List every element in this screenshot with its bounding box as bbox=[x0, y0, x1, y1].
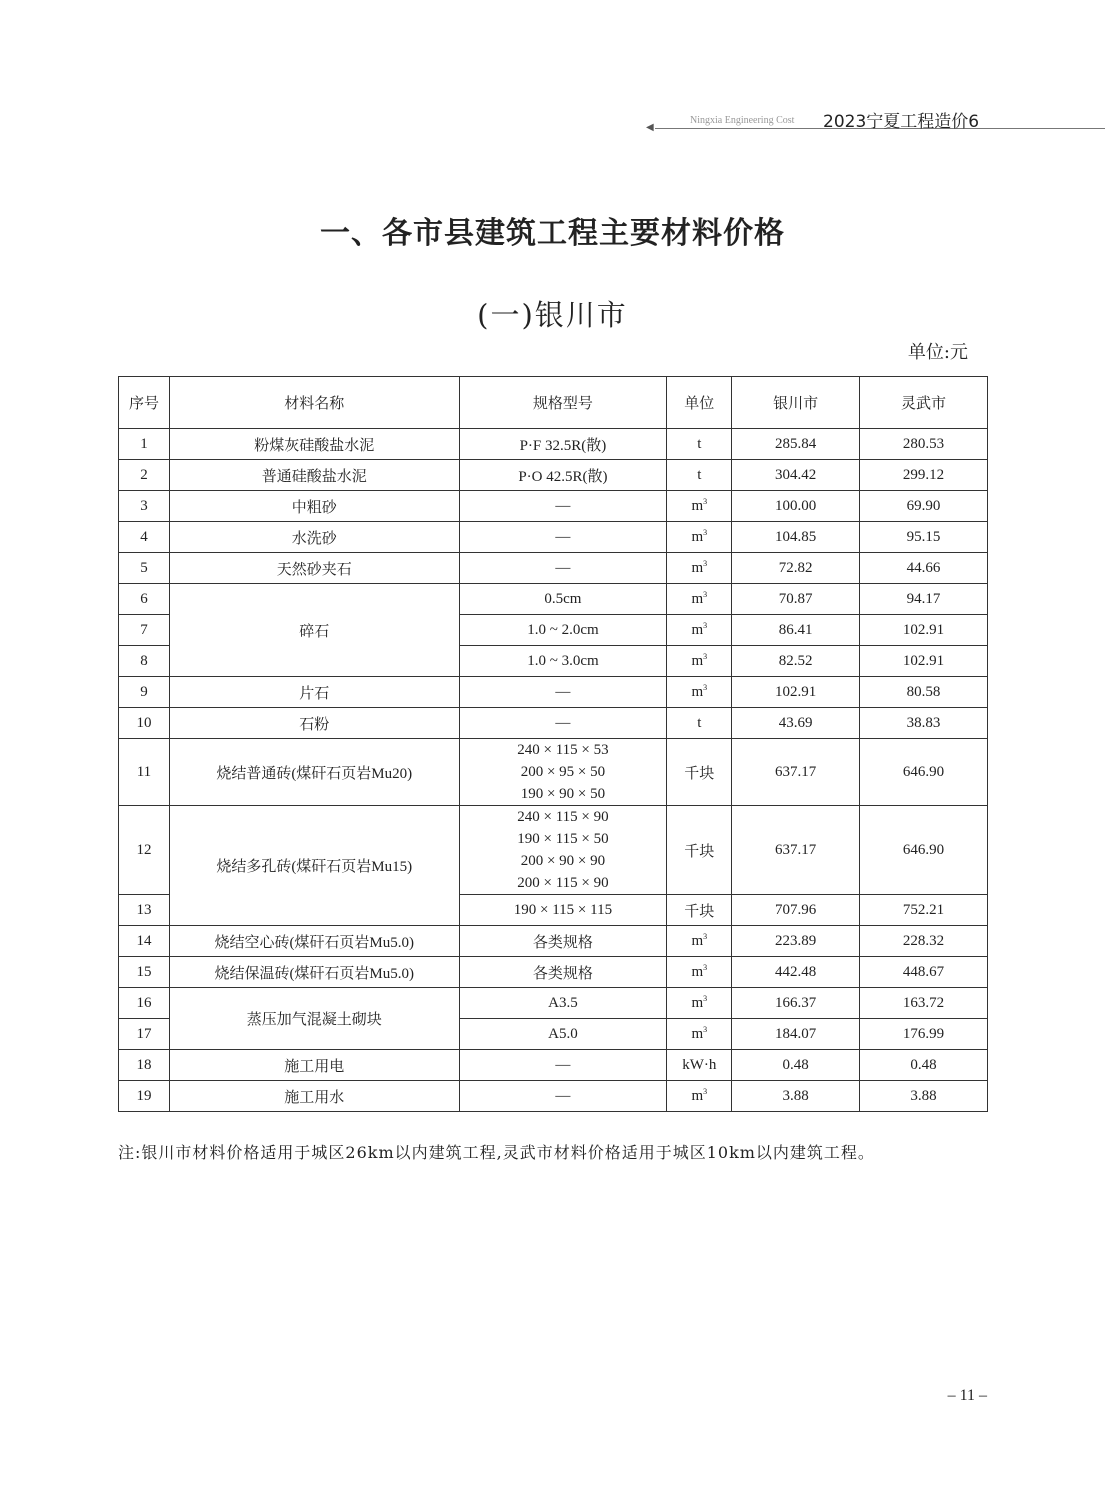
column-header: 材料名称 bbox=[169, 377, 459, 429]
table-row bbox=[119, 677, 988, 708]
spec: — bbox=[459, 553, 667, 584]
price-yinchuan: 72.82 bbox=[732, 553, 860, 584]
row-number: 9 bbox=[119, 677, 170, 708]
spec-line: 190 × 90 × 50 bbox=[520, 786, 606, 802]
spec: — bbox=[459, 491, 667, 522]
price-lingwu: 80.58 bbox=[860, 677, 988, 708]
price-yinchuan: 285.84 bbox=[732, 429, 860, 460]
price-yinchuan: 43.69 bbox=[732, 708, 860, 739]
unit: 千块 bbox=[667, 806, 732, 895]
column-header: 单位 bbox=[667, 377, 732, 429]
spec: 各类规格 bbox=[459, 926, 667, 957]
row-number: 5 bbox=[119, 553, 170, 584]
material-name: 烧结普通砖(煤矸石页岩Mu20) bbox=[169, 739, 459, 806]
spec: 1.0 ~ 2.0cm bbox=[459, 615, 667, 646]
table-row bbox=[119, 553, 988, 584]
price-lingwu: 38.83 bbox=[860, 708, 988, 739]
unit: t bbox=[667, 429, 732, 460]
material-name: 蒸压加气混凝土砌块 bbox=[169, 988, 459, 1050]
unit: $m^3$ bbox=[667, 1081, 732, 1112]
material-name: 施工用电 bbox=[169, 1050, 459, 1081]
price-table bbox=[118, 376, 988, 1112]
row-number: 17 bbox=[119, 1019, 170, 1050]
price-lingwu: 69.90 bbox=[860, 491, 988, 522]
row-number: 4 bbox=[119, 522, 170, 553]
table-note: 注:银川市材料价格适用于城区26km以内建筑工程,灵武市材料价格适用于城区10km以内建筑工程。 bbox=[118, 1143, 875, 1162]
price-lingwu: 94.17 bbox=[860, 584, 988, 615]
spec: 0.5cm bbox=[459, 584, 667, 615]
unit: $m^3$ bbox=[667, 553, 732, 584]
column-header: 规格型号 bbox=[459, 377, 667, 429]
table-row bbox=[119, 957, 988, 988]
price-lingwu: 102.91 bbox=[860, 646, 988, 677]
unit: $m^3$ bbox=[667, 926, 732, 957]
row-number: 18 bbox=[119, 1050, 170, 1081]
material-name: 中粗砂 bbox=[169, 491, 459, 522]
spec: P·F 32.5R(散) bbox=[459, 429, 667, 460]
unit: $m^3$ bbox=[667, 491, 732, 522]
table-header-row bbox=[119, 377, 988, 429]
table-row bbox=[119, 584, 988, 615]
price-lingwu: 646.90 bbox=[860, 739, 988, 806]
price-yinchuan: 100.00 bbox=[732, 491, 860, 522]
price-lingwu: 280.53 bbox=[860, 429, 988, 460]
row-number: 3 bbox=[119, 491, 170, 522]
journal-name-en: Ningxia Engineering Cost bbox=[690, 115, 795, 126]
spec bbox=[459, 739, 667, 806]
unit: t bbox=[667, 460, 732, 491]
price-lingwu: 646.90 bbox=[860, 806, 988, 895]
table-row bbox=[119, 739, 988, 806]
material-name: 烧结保温砖(煤矸石页岩Mu5.0) bbox=[169, 957, 459, 988]
row-number: 16 bbox=[119, 988, 170, 1019]
row-number: 19 bbox=[119, 1081, 170, 1112]
column-header: 序号 bbox=[119, 377, 170, 429]
price-yinchuan: 86.41 bbox=[732, 615, 860, 646]
price-lingwu: 102.91 bbox=[860, 615, 988, 646]
spec: 1.0 ~ 3.0cm bbox=[459, 646, 667, 677]
spec: A5.0 bbox=[459, 1019, 667, 1050]
price-lingwu: 95.15 bbox=[860, 522, 988, 553]
price-yinchuan: 184.07 bbox=[732, 1019, 860, 1050]
spec: — bbox=[459, 1050, 667, 1081]
column-header: 灵武市 bbox=[860, 377, 988, 429]
price-yinchuan: 3.88 bbox=[732, 1081, 860, 1112]
price-yinchuan: 102.91 bbox=[732, 677, 860, 708]
price-lingwu: 752.21 bbox=[860, 895, 988, 926]
row-number: 2 bbox=[119, 460, 170, 491]
unit: $m^3$ bbox=[667, 615, 732, 646]
spec: 各类规格 bbox=[459, 957, 667, 988]
spec: — bbox=[459, 677, 667, 708]
price-lingwu: 44.66 bbox=[860, 553, 988, 584]
unit: $m^3$ bbox=[667, 677, 732, 708]
price-lingwu: 0.48 bbox=[860, 1050, 988, 1081]
unit: $m^3$ bbox=[667, 957, 732, 988]
row-number: 13 bbox=[119, 895, 170, 926]
material-name: 烧结空心砖(煤矸石页岩Mu5.0) bbox=[169, 926, 459, 957]
row-number: 1 bbox=[119, 429, 170, 460]
unit: t bbox=[667, 708, 732, 739]
material-name: 片石 bbox=[169, 677, 459, 708]
row-number: 14 bbox=[119, 926, 170, 957]
price-yinchuan: 637.17 bbox=[732, 806, 860, 895]
spec: — bbox=[459, 522, 667, 553]
journal-issue: 2023宁夏工程造价6 bbox=[823, 112, 980, 132]
price-yinchuan: 223.89 bbox=[732, 926, 860, 957]
section-title: (一)银川市 bbox=[477, 298, 628, 332]
table-row bbox=[119, 429, 988, 460]
spec-line: 240 × 115 × 53 bbox=[517, 742, 609, 758]
spec bbox=[459, 806, 667, 895]
row-number: 7 bbox=[119, 615, 170, 646]
spec-line: 200 × 115 × 90 bbox=[517, 875, 609, 891]
unit: $m^3$ bbox=[667, 988, 732, 1019]
page-number: – 11 – bbox=[947, 1387, 987, 1404]
table-row bbox=[119, 1081, 988, 1112]
price-lingwu: 299.12 bbox=[860, 460, 988, 491]
price-lingwu: 228.32 bbox=[860, 926, 988, 957]
unit: $m^3$ bbox=[667, 522, 732, 553]
table-row bbox=[119, 926, 988, 957]
material-name: 普通硅酸盐水泥 bbox=[169, 460, 459, 491]
price-lingwu: 176.99 bbox=[860, 1019, 988, 1050]
material-name: 碎石 bbox=[169, 584, 459, 677]
price-lingwu: 163.72 bbox=[860, 988, 988, 1019]
price-lingwu: 448.67 bbox=[860, 957, 988, 988]
table-row bbox=[119, 522, 988, 553]
material-name: 施工用水 bbox=[169, 1081, 459, 1112]
spec: — bbox=[459, 1081, 667, 1112]
table-row bbox=[119, 988, 988, 1019]
price-yinchuan: 304.42 bbox=[732, 460, 860, 491]
page-title: 一、各市县建筑工程主要材料价格 bbox=[320, 216, 785, 251]
unit: $m^3$ bbox=[667, 1019, 732, 1050]
spec: — bbox=[459, 708, 667, 739]
unit: 千块 bbox=[667, 739, 732, 806]
spec: P·O 42.5R(散) bbox=[459, 460, 667, 491]
price-yinchuan: 82.52 bbox=[732, 646, 860, 677]
price-yinchuan: 0.48 bbox=[732, 1050, 860, 1081]
material-name: 天然砂夹石 bbox=[169, 553, 459, 584]
price-yinchuan: 70.87 bbox=[732, 584, 860, 615]
row-number: 15 bbox=[119, 957, 170, 988]
spec-line: 200 × 90 × 90 bbox=[520, 853, 606, 869]
spec-line: 240 × 115 × 90 bbox=[517, 809, 609, 825]
row-number: 12 bbox=[119, 806, 170, 895]
arrow-left-icon: ◀ bbox=[646, 122, 654, 133]
material-name: 烧结多孔砖(煤矸石页岩Mu15) bbox=[169, 806, 459, 926]
unit: kW·h bbox=[667, 1050, 732, 1081]
material-name: 粉煤灰硅酸盐水泥 bbox=[169, 429, 459, 460]
column-header: 银川市 bbox=[732, 377, 860, 429]
unit-label: 单位:元 bbox=[907, 342, 968, 363]
material-name: 石粉 bbox=[169, 708, 459, 739]
price-yinchuan: 166.37 bbox=[732, 988, 860, 1019]
table-row bbox=[119, 491, 988, 522]
price-yinchuan: 104.85 bbox=[732, 522, 860, 553]
row-number: 8 bbox=[119, 646, 170, 677]
row-number: 10 bbox=[119, 708, 170, 739]
spec: 190 × 115 × 115 bbox=[459, 895, 667, 926]
spec-line: 190 × 115 × 50 bbox=[517, 831, 609, 847]
row-number: 6 bbox=[119, 584, 170, 615]
spec: A3.5 bbox=[459, 988, 667, 1019]
price-lingwu: 3.88 bbox=[860, 1081, 988, 1112]
row-number: 11 bbox=[119, 739, 170, 806]
table-row bbox=[119, 806, 988, 895]
spec-line: 200 × 95 × 50 bbox=[520, 764, 606, 780]
table-row bbox=[119, 708, 988, 739]
unit: $m^3$ bbox=[667, 584, 732, 615]
unit: $m^3$ bbox=[667, 646, 732, 677]
table-row bbox=[119, 460, 988, 491]
material-name: 水洗砂 bbox=[169, 522, 459, 553]
price-yinchuan: 707.96 bbox=[732, 895, 860, 926]
unit: 千块 bbox=[667, 895, 732, 926]
price-yinchuan: 637.17 bbox=[732, 739, 860, 806]
table-row bbox=[119, 1050, 988, 1081]
price-yinchuan: 442.48 bbox=[732, 957, 860, 988]
